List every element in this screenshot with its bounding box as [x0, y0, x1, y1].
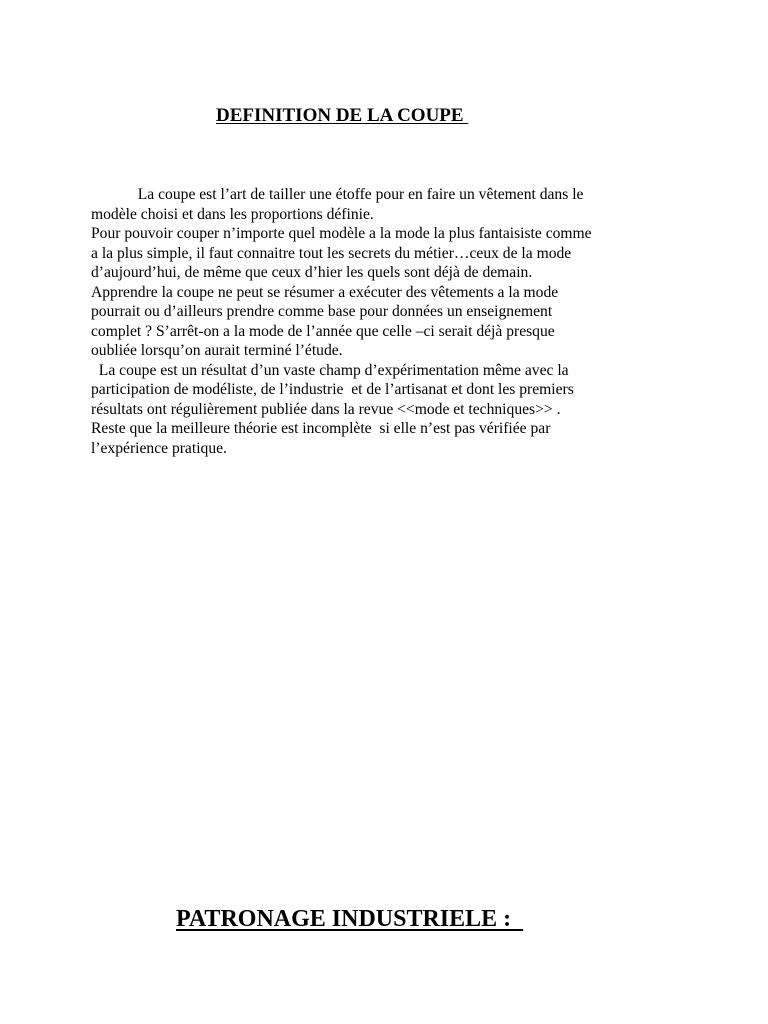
section-heading-patronage: PATRONAGE INDUSTRIELE :	[176, 906, 524, 932]
paragraph-line: Reste que la meilleure théorie est incomplète si elle n’est pas vérifiée par	[91, 420, 551, 437]
paragraph-line: résultats ont régulièrement publiée dans la revue <<mode et techniques>> .	[91, 400, 561, 418]
paragraph-line: complet ? S’arrêt-on a la mode de l’année que celle –ci serait déjà presque	[91, 322, 555, 340]
paragraph-line: d’aujourd’hui, de même que ceux d’hier les quels sont déjà de demain.	[91, 264, 533, 281]
paragraph-line: La coupe est l’art de tailler une étoffe pour en faire un vêtement dans le	[91, 186, 584, 203]
paragraph-line: l’expérience pratique.	[91, 439, 227, 457]
paragraph-line: a la plus simple, il faut connaitre tout les secrets du métier…ceux de la mode	[91, 244, 572, 262]
paragraph-definition-body	[91, 185, 691, 458]
paragraph-line: oubliée lorsqu’on aurait terminé l’étude.	[91, 342, 343, 359]
paragraph-line: Pour pouvoir couper n’importe quel modèle a la mode la plus fantaisiste comme	[91, 225, 592, 242]
paragraph-line: La coupe est un résultat d’un vaste champ d’expérimentation même avec la	[91, 361, 569, 379]
paragraph-line: pourrait ou d’ailleurs prendre comme base pour données un enseignement	[91, 303, 553, 320]
paragraph-line: participation de modéliste, de l’industrie et de l’artisanat et dont les premiers	[91, 381, 574, 398]
section-heading-definition: DEFINITION DE LA COUPE	[216, 105, 469, 126]
paragraph-line: Apprendre la coupe ne peut se résumer a exécuter des vêtements a la mode	[91, 283, 559, 301]
paragraph-line: modèle choisi et dans les proportions définie.	[91, 205, 374, 223]
